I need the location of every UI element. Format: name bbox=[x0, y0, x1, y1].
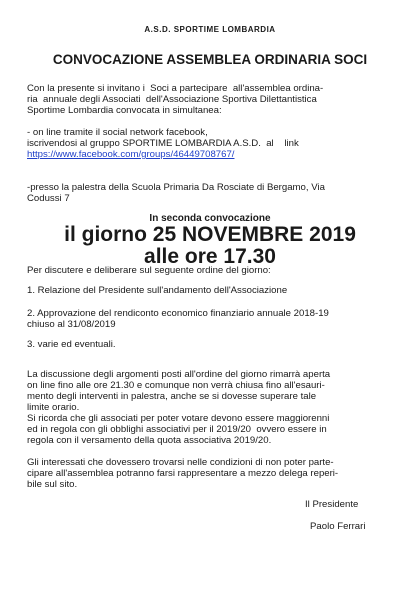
agenda-item-2-line-2: chiuso al 31/08/2019 bbox=[27, 319, 116, 330]
agenda-intro: Per discutere e deliberare sul seguente ordine del giorno: bbox=[27, 265, 271, 276]
agenda-item-2-line-1: 2. Approvazione del rendiconto economico finanziario annuale 2018-19 bbox=[27, 308, 329, 319]
discussion-line-1: La discussione degli argomenti posti all'ordine del giorno rimarrà aperta bbox=[27, 369, 331, 380]
online-line-1: - on line tramite il social network facebook, bbox=[27, 127, 208, 138]
discussion-line-4: limite orario. bbox=[27, 402, 80, 413]
signature-name: Paolo Ferrari bbox=[310, 521, 366, 532]
venue-line-1: -presso la palestra della Scuola Primaria Da Rosciate di Bergamo, Via bbox=[27, 182, 325, 193]
delegation-line-3: bile sul sito. bbox=[27, 479, 78, 490]
discussion-line-6: ed in regola con gli obblighi associativi per il 2019/20 ovvero essere in bbox=[27, 424, 327, 435]
discussion-line-3: mento degli interventi in palestra, anche se si dovesse superare tale bbox=[27, 391, 317, 402]
discussion-line-5: Si ricorda che gli associati per poter votare devono essere maggiorenni bbox=[27, 413, 330, 424]
facebook-group-link[interactable]: https://www.facebook.com/groups/46449708767/ bbox=[27, 149, 235, 160]
meeting-time: alle ore 17.30 bbox=[144, 245, 276, 268]
intro-line-1: Con la presente si invitano i Soci a partecipare all'assemblea ordina- bbox=[27, 83, 324, 94]
intro-line-2: ria annuale degli Associati dell'Associazione Sportiva Dilettantistica bbox=[27, 94, 317, 105]
document-title: CONVOCAZIONE ASSEMBLEA ORDINARIA SOCI bbox=[52, 52, 368, 67]
signature-role: Il Presidente bbox=[305, 499, 359, 510]
delegation-line-1: Gli interessati che dovessero trovarsi nelle condizioni di non poter parte- bbox=[27, 457, 334, 468]
intro-line-3: Sportime Lombardia convocata in simultanea: bbox=[27, 105, 222, 116]
agenda-item-1: 1. Relazione del Presidente sull'andamento dell'Associazione bbox=[27, 285, 288, 296]
delegation-line-2: cipare all'assemblea potranno farsi rappresentare a mezzo delega reperi- bbox=[27, 468, 339, 479]
online-line-2: iscrivendosi al gruppo SPORTIME LOMBARDIA A.S.D. al link bbox=[27, 138, 299, 149]
venue-line-2: Codussi 7 bbox=[27, 193, 70, 204]
discussion-line-2: on line fino alle ore 21.30 e comunque non verrà chiusa fino all'esauri- bbox=[27, 380, 325, 391]
agenda-item-3: 3. varie ed eventuali. bbox=[27, 339, 116, 350]
discussion-line-7: regola con il versamento della quota associativa 2019/20. bbox=[27, 435, 272, 446]
convocation-subtitle: In seconda convocazione bbox=[149, 213, 271, 224]
meeting-date: il giorno 25 NOVEMBRE 2019 bbox=[64, 223, 356, 246]
organization-name: A.S.D. SPORTIME LOMBARDIA bbox=[144, 25, 276, 34]
